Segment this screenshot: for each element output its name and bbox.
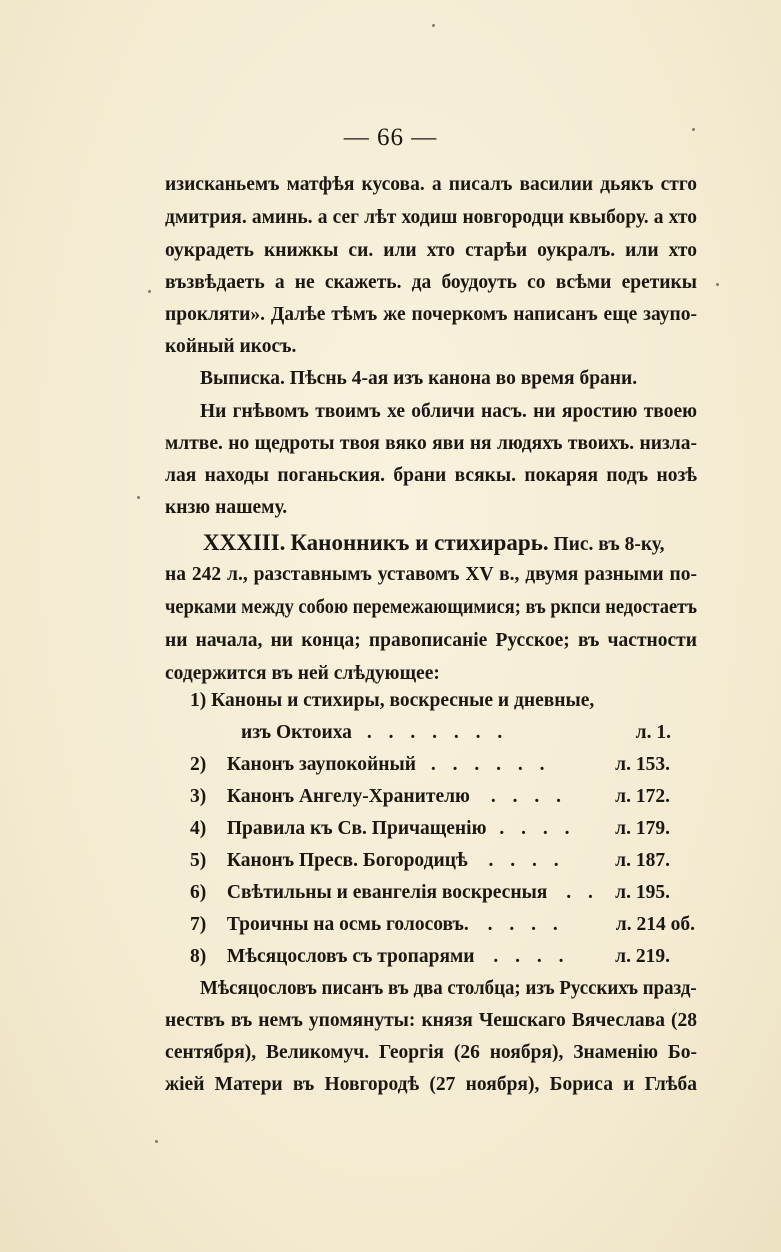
toc-item-title: Троичны на осмь голосовъ. (226, 914, 469, 935)
toc-item (190, 912, 695, 938)
text-line: нествъ въ немъ упомянуты: князя Чешскаго Вячеслава (28 (165, 1010, 697, 1031)
toc-item-title: Свѣтильны и евангелія воскресныя (226, 882, 548, 903)
text-line: на 242 л., разставнымъ уставомъ XV в., двумя разными по- (165, 564, 697, 585)
toc-item-dots: . . . . (488, 850, 565, 871)
text-line: прокляти». Далѣе тѣмъ же почеркомъ написанъ еще заупо- (165, 304, 697, 325)
toc-item (190, 752, 670, 778)
toc-item-dots: . . (566, 882, 599, 903)
toc-item-number: 5) (190, 850, 207, 871)
paper-speck (148, 290, 151, 293)
text-line: възвѣдаеть а не скажеть. да боудоуть со всѣми еретикы (165, 272, 697, 293)
text-line: изисканьемъ матфѣя кусова. а писалъ василии дьякъ стго (165, 174, 697, 195)
paper-speck (155, 1140, 158, 1143)
toc-item-header: 1) Каноны и стихиры, воскресные и дневные, (190, 690, 595, 711)
text-line: черками между собою перемежающимися; въ ркпси недостаетъ (165, 597, 697, 618)
text-line: содержится въ ней слѣдующее: (165, 663, 440, 684)
text-line: ни начала, ни конца; правописаніе Русское; въ частности (165, 630, 697, 651)
toc-item-page: л. 214 об. (615, 914, 695, 935)
toc-item-page: л. 187. (615, 850, 670, 871)
toc-item-number: 6) (190, 882, 207, 903)
toc-item-title: Мѣсяцословъ съ тропарями (226, 946, 475, 967)
text-line: жіей Матери въ Новгородѣ (27 ноября), Бориса и Глѣба (165, 1074, 697, 1095)
toc-item-dots: . . . . . . (430, 754, 551, 775)
toc-item-page: л. 179. (615, 818, 670, 839)
toc-item-title: Канонъ Пресв. Богородицѣ (226, 850, 468, 871)
text-line: Мѣсяцословъ писанъ въ два столбца; изъ Русскихъ празд- (200, 978, 697, 999)
section-format: Пис. въ 8-ку, (553, 534, 665, 555)
section-title: Канонникъ и стихирарь. (290, 530, 549, 555)
paper-speck (432, 24, 435, 27)
toc-item-page: л. 195. (615, 882, 670, 903)
toc-item-page: л. 1. (635, 722, 671, 743)
toc-item-title: изъ Октоиха (241, 722, 352, 743)
toc-item (190, 880, 670, 906)
toc-item (190, 816, 670, 842)
section-heading (203, 527, 697, 561)
text-line: дмитрия. аминь. а сег лѣт ходиш новгородци квыбору. а хто (165, 207, 697, 228)
toc-item (190, 944, 670, 970)
toc-item (241, 720, 671, 746)
paper-speck (692, 128, 695, 131)
toc-item-dots: . . . . . . . (366, 722, 509, 743)
text-line: сентября), Великомуч. Георгія (26 ноября), Знаменію Бо- (165, 1042, 697, 1063)
toc-item-dots: . . . . (490, 786, 567, 807)
toc-item-page: л. 172. (615, 786, 670, 807)
toc-item-number: 4) (190, 818, 207, 839)
text-line: лая находы поганьския. брани всякы. покаряя подъ нозѣ (165, 465, 697, 486)
toc-item-number: 2) (190, 754, 207, 775)
excerpt-title: Выписка. Пѣснь 4-ая изъ канона во время брани. (200, 368, 638, 389)
text-line: млтве. но щедроты твоя вяко яви ня людяхъ твоихъ. низла- (165, 433, 697, 454)
toc-item-number: 7) (190, 914, 207, 935)
text-line: Ни гнѣвомъ твоимъ хе обличи насъ. ни яростию твоею (200, 401, 697, 422)
toc-item-page: л. 153. (615, 754, 670, 775)
text-line: кнзю нашему. (165, 497, 288, 518)
toc-item (190, 848, 670, 874)
toc-item-dots: . . . . (499, 818, 576, 839)
text-line: койный икосъ. (165, 336, 297, 357)
toc-item-dots: . . . . (493, 946, 570, 967)
toc-item-number: 3) (190, 786, 207, 807)
toc-item-title: Канонъ заупокойный (226, 754, 416, 775)
section-number: XXXIII. (203, 530, 286, 555)
page-number: — 66 — (343, 124, 438, 151)
toc-item-title: Правила къ Св. Причащенію (226, 818, 487, 839)
toc-item-number: 8) (190, 946, 207, 967)
toc-item-title: Канонъ Ангелу-Хранителю (226, 786, 470, 807)
paper-speck (716, 283, 719, 286)
toc-item-dots: . . . . (487, 914, 564, 935)
toc-item-page: л. 219. (615, 946, 670, 967)
paper-speck (137, 496, 140, 499)
toc-item (190, 784, 670, 810)
text-line: оукрадеть книжкы си. или хто старѣи оукралъ. или хто (165, 240, 697, 261)
